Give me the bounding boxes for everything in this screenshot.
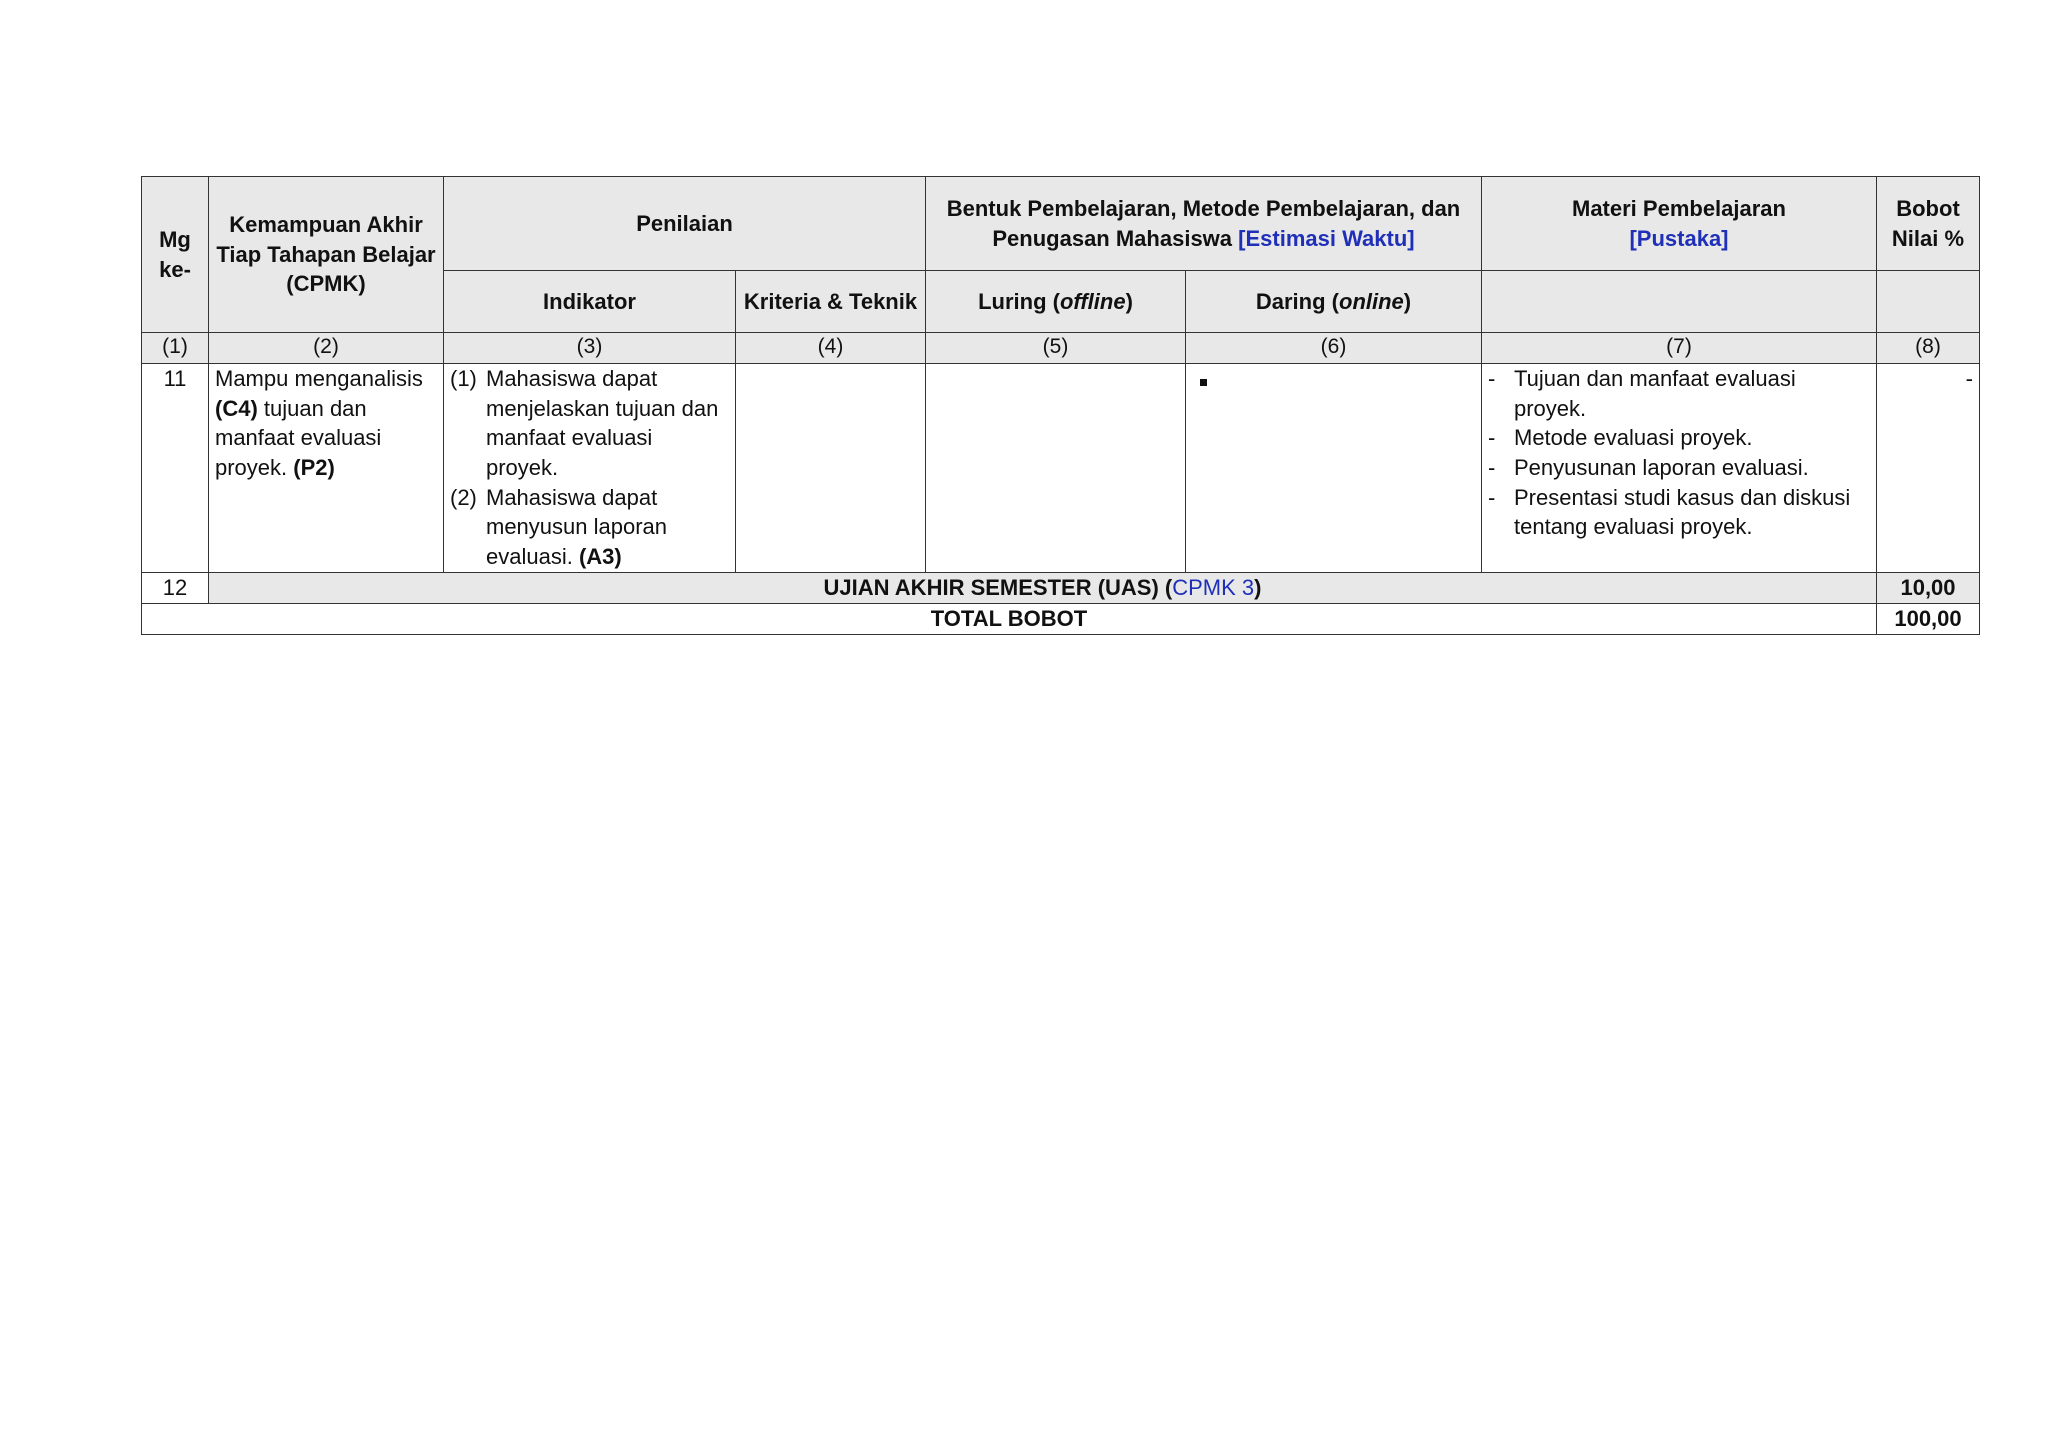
uas-text-close: ) (1254, 574, 1262, 600)
list-item (1488, 483, 1870, 542)
square-bullet-icon (1200, 379, 1207, 386)
list-item (450, 364, 729, 483)
header-materi-sub (1482, 271, 1877, 333)
kriteria-cell (736, 364, 926, 573)
cpmk-cell (209, 364, 444, 573)
luring-cell (926, 364, 1186, 573)
list-item (1488, 453, 1870, 483)
col-number: (4) (736, 333, 926, 364)
document-page (141, 176, 1979, 635)
list-item (450, 483, 729, 572)
list-marker: - (1488, 455, 1496, 481)
header-luring-italic: offline (1059, 288, 1126, 314)
list-text (486, 483, 729, 572)
cpmk-level-p2: (P2) (293, 455, 335, 481)
list-marker: - (1488, 366, 1496, 391)
col-number: (1) (142, 333, 209, 364)
header-luring-close: ) (1125, 288, 1133, 314)
header-cpmk: Kemampuan Akhir Tiap Tahapan Belajar (CPMK) (209, 177, 444, 333)
list-marker: (1) (450, 366, 477, 391)
header-daring-text: Daring ( (1255, 288, 1339, 314)
header-estimasi-waktu: [Estimasi Waktu] (1238, 225, 1415, 251)
cpmk-text: Mampu menganalisis (215, 366, 423, 391)
list-marker: (2) (450, 484, 477, 510)
col-number: (7) (1482, 333, 1877, 364)
cpmk-text: tujuan dan manfaat evaluasi proyek. (215, 395, 382, 481)
uas-label (209, 572, 1877, 603)
col-number: (5) (926, 333, 1186, 364)
materi-list (1488, 364, 1870, 542)
uas-cpmk-ref: CPMK 3 (1172, 574, 1255, 600)
table-row-week-11 (142, 364, 1980, 573)
materi-cell (1482, 364, 1877, 573)
header-penilaian: Penilaian (444, 177, 926, 271)
col-number: (6) (1186, 333, 1482, 364)
header-daring (1186, 271, 1482, 333)
uas-bobot: 10,00 (1877, 572, 1980, 603)
week-number: 11 (142, 364, 209, 573)
daring-cell (1186, 364, 1482, 573)
col-number: (3) (444, 333, 736, 364)
header-daring-close: ) (1403, 288, 1412, 314)
total-row (142, 603, 1980, 634)
indikator-cell (444, 364, 736, 573)
list-item (1488, 423, 1870, 453)
cpmk-level-c4: (C4) (215, 395, 258, 421)
header-bobot-sub (1877, 271, 1980, 333)
bobot-cell: - (1877, 364, 1980, 573)
col-number: (2) (209, 333, 444, 364)
list-text: Metode evaluasi proyek. (1514, 425, 1753, 451)
header-row-1 (142, 177, 1980, 271)
list-item (1488, 364, 1870, 423)
header-daring-italic: online (1339, 288, 1404, 314)
rps-table (141, 176, 1980, 635)
header-luring (926, 271, 1186, 333)
header-mg: Mg ke- (142, 177, 209, 333)
header-indikator: Indikator (444, 271, 736, 333)
indikator-text: Mahasiswa dapat menjelaskan tujuan dan manfaat evaluasi proyek. (486, 366, 719, 481)
uas-text: UJIAN AKHIR SEMESTER (UAS) ( (823, 574, 1173, 600)
list-text: Penyusunan laporan evaluasi. (1514, 455, 1809, 481)
list-marker: - (1488, 484, 1496, 510)
header-bentuk-main: Bentuk Pembelajaran, Metode Pembelajaran, dan Penugasan Mahasiswa (946, 195, 1461, 251)
header-luring-text: Luring ( (978, 288, 1060, 314)
total-label: TOTAL BOBOT (142, 603, 1877, 634)
col-number: (8) (1877, 333, 1980, 364)
list-text (486, 364, 729, 483)
week-number: 12 (142, 572, 209, 603)
indikator-text: Mahasiswa dapat menyusun laporan evaluasi. (486, 484, 668, 570)
header-bobot: Bobot Nilai % (1877, 177, 1980, 271)
header-bentuk-pembelajaran (926, 177, 1482, 271)
list-text: Tujuan dan manfaat evaluasi proyek. (1514, 366, 1796, 421)
list-marker: - (1488, 425, 1496, 451)
indikator-level-a3: (A3) (578, 544, 622, 570)
header-materi-main: Materi Pembelajaran (1572, 195, 1786, 221)
column-number-row (142, 333, 1980, 364)
total-bobot: 100,00 (1877, 603, 1980, 634)
indikator-list (450, 364, 729, 572)
header-kriteria: Kriteria & Teknik (736, 271, 926, 333)
header-materi (1482, 177, 1877, 271)
table-row-week-12 (142, 572, 1980, 603)
header-pustaka: [Pustaka] (1629, 225, 1729, 251)
list-text: Presentasi studi kasus dan diskusi tentang evaluasi proyek. (1514, 484, 1851, 540)
